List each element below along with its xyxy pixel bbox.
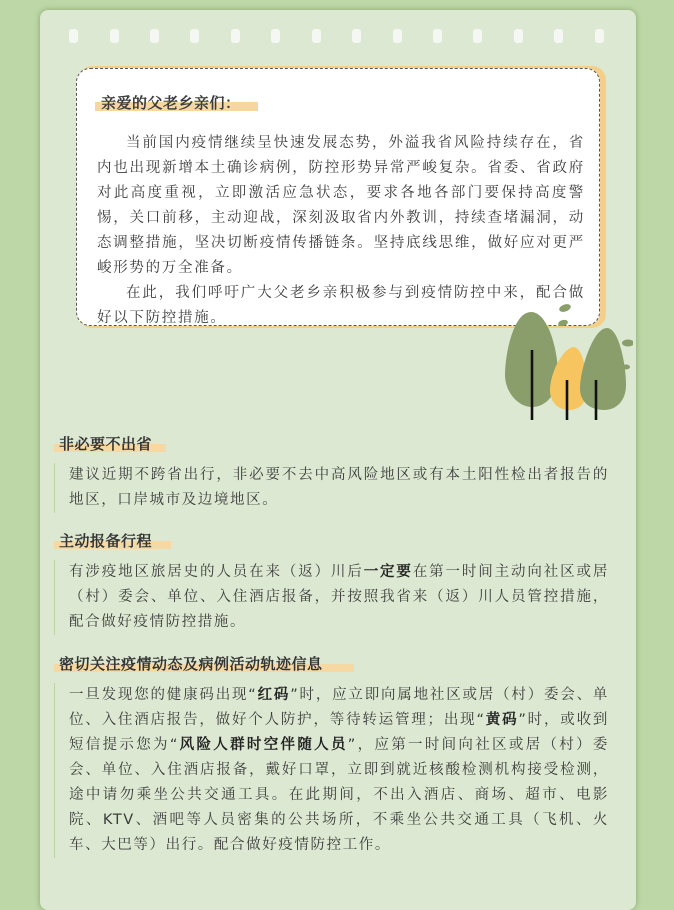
- body-text: ”时，应立即向属地社区或居（村）委会、单位、入住酒店报告，做好个人防护，等待转运管理；出现“: [69, 687, 609, 728]
- body-text: 在第一时间主动向社区或居（村）委会、单位、入住酒店报备，并按照我省来（返）川人员管控措施，配合做好疫情防控措施。: [69, 564, 609, 630]
- emphasis-yellow-code: 黄码: [485, 712, 519, 728]
- binder-hole-icon: [393, 29, 402, 43]
- binder-hole-icon: [69, 29, 78, 43]
- section-no-leave-province: [54, 433, 624, 513]
- emphasis-red-code: 红码: [257, 687, 291, 703]
- body-text: 一旦发现您的健康码出现“: [69, 687, 258, 703]
- section-body: [54, 560, 609, 635]
- section-body: 建议近期不跨省出行，非必要不去中高风险地区或有本土阳性检出者报告的地区，口岸城市及边境地区。: [54, 463, 609, 513]
- body-text: 有涉疫地区旅居史的人员在来（返）川后: [69, 564, 364, 580]
- section-body: [54, 683, 609, 858]
- binder-hole-icon: [150, 29, 159, 43]
- section-title: 密切关注疫情动态及病例活动轨迹信息: [59, 655, 323, 673]
- binder-holes: [40, 29, 636, 43]
- emphasis-risk-group: 风险人群时空伴随人员: [178, 737, 348, 753]
- body-text: ”，应第一时间向社区或居（村）委会、单位、入住酒店报备，戴好口罩，立即到就近核酸检测机构接受检测，途中请勿乘坐公共交通工具。在此期间，不出入酒店、商场、超市、电影院、KTV、酒吧等人员密集的公共场所，不乘坐公共交通工具（飞机、火车、大巴等）出行。配合做好疫情防控工作。: [69, 737, 609, 853]
- section-title: 非必要不出省: [59, 435, 153, 453]
- letter-box: [76, 68, 600, 326]
- section-monitor-epidemic: [54, 653, 624, 858]
- binder-hole-icon: [190, 29, 199, 43]
- section-title: 主动报备行程: [59, 532, 153, 550]
- emphasis-text: 一定要: [363, 564, 413, 580]
- binder-hole-icon: [554, 29, 563, 43]
- binder-hole-icon: [231, 29, 240, 43]
- letter-paragraph: 在此，我们呼吁广大父老乡亲积极参与到疫情防控中来，配合做好以下防控措施。: [97, 285, 585, 326]
- binder-hole-icon: [110, 29, 119, 43]
- letter-greeting: 亲爱的父老乡亲们：: [101, 94, 241, 112]
- binder-hole-icon: [352, 29, 361, 43]
- trees-illustration-icon: [503, 300, 633, 420]
- section-report-itinerary: [54, 530, 624, 635]
- letter-paragraph: 当前国内疫情继续呈快速发展态势，外溢我省风险持续存在，省内也出现新增本土确诊病例，防控形势异常严峻复杂。省委、省政府对此高度重视，立即激活应急状态，要求各地各部门要保持高度警惕，关口前移，主动迎战，深刻汲取省内外教训，持续查堵漏洞，动态调整措施，坚决切断疫情传播链条。坚持底线思维，做好应对更严峻形势的万全准备。: [97, 135, 585, 276]
- body-text: ”时，或收到短信提示您为“: [69, 712, 609, 753]
- binder-hole-icon: [473, 29, 482, 43]
- binder-hole-icon: [595, 29, 604, 43]
- binder-hole-icon: [271, 29, 280, 43]
- binder-hole-icon: [433, 29, 442, 43]
- notice-card: [40, 10, 636, 910]
- binder-hole-icon: [514, 29, 523, 43]
- binder-hole-icon: [312, 29, 321, 43]
